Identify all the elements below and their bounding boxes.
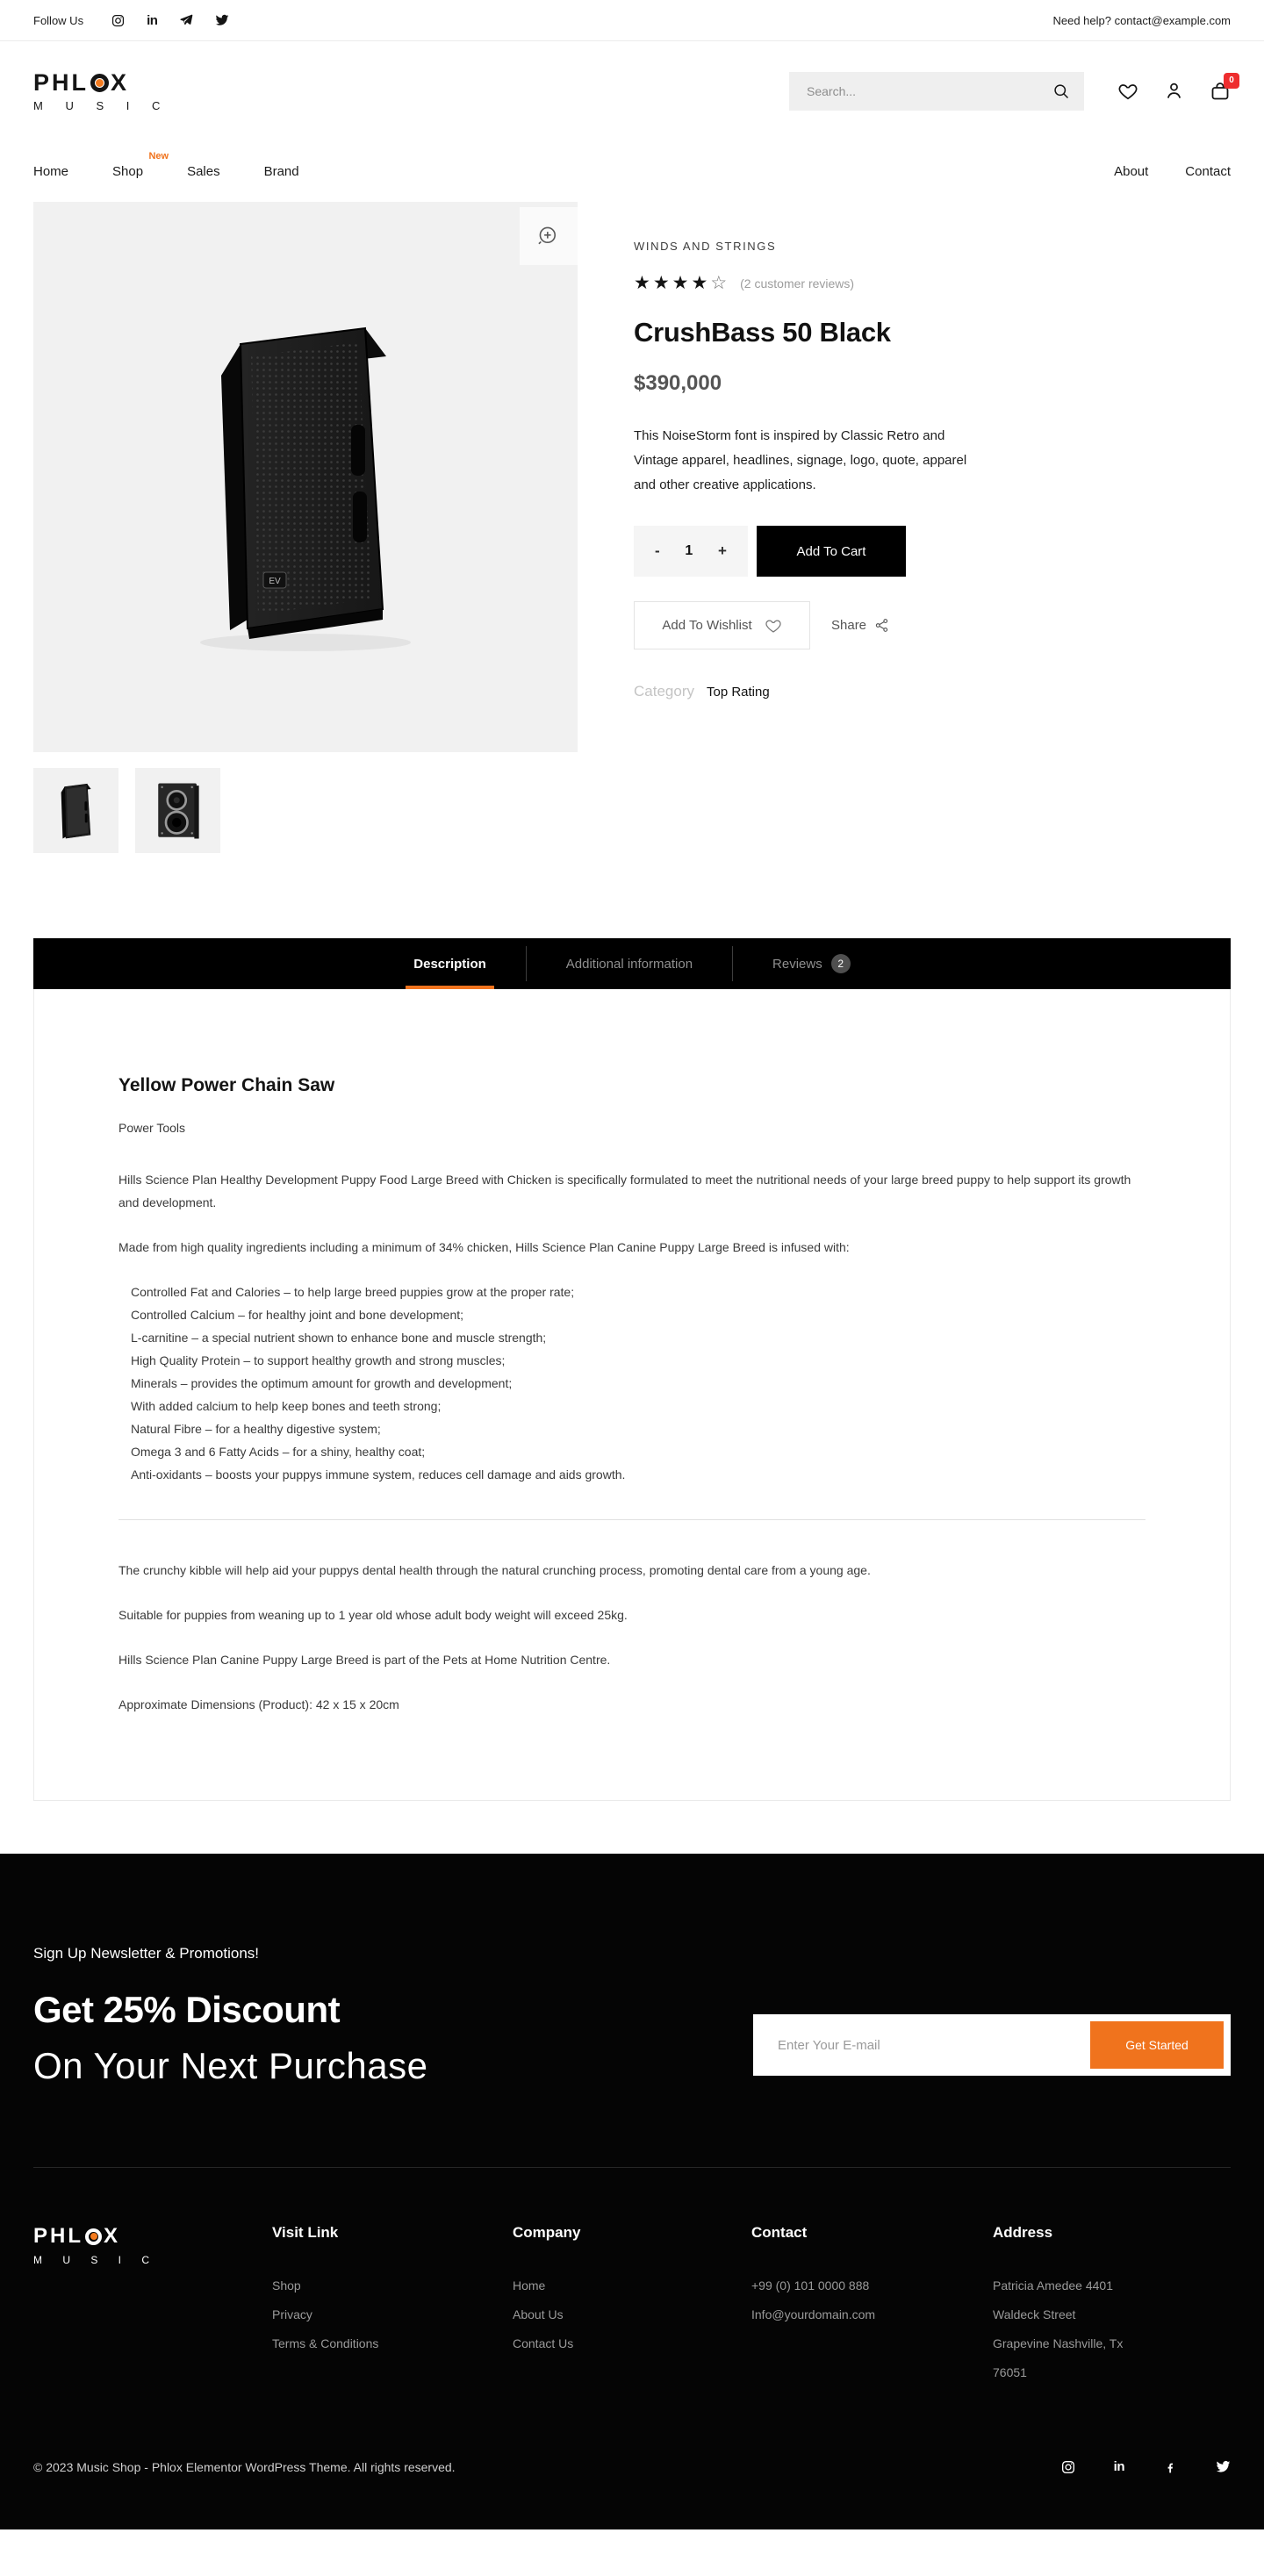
description-heading: Yellow Power Chain Saw bbox=[118, 1075, 335, 1095]
category-value[interactable]: Top Rating bbox=[706, 685, 770, 700]
footer-column-title: Company bbox=[513, 2224, 581, 2241]
footer-column-contact bbox=[751, 2224, 993, 2393]
description-panel bbox=[33, 989, 1231, 1801]
feature-list-item: Natural Fibre – for a healthy digestive system; bbox=[131, 1422, 381, 1436]
footer-columns bbox=[33, 2168, 1231, 2393]
nav-item-contact[interactable]: Contact bbox=[1185, 163, 1231, 179]
footer-address-line: Grapevine Nashville, Tx bbox=[993, 2336, 1124, 2350]
search-box bbox=[789, 72, 1084, 111]
description-subheading: Power Tools bbox=[118, 1121, 186, 1135]
footer-column-address bbox=[993, 2224, 1231, 2393]
description-paragraph-4: Suitable for puppies from weaning up to 1 year old whose adult body weight will exceed 25kg. bbox=[118, 1608, 628, 1622]
nav-item-sales[interactable]: Sales bbox=[187, 163, 220, 179]
feature-list-item: Anti-oxidants – boosts your puppys immune system, reduces cell damage and aids growth. bbox=[131, 1467, 626, 1482]
product-title: CrushBass 50 Black bbox=[634, 317, 891, 348]
footer-logo-o-ring bbox=[85, 2228, 102, 2245]
feature-list-item: Omega 3 and 6 Fatty Acids – for a shiny, healthy coat; bbox=[131, 1445, 426, 1459]
topbar-socials bbox=[111, 13, 229, 27]
product-section bbox=[0, 202, 1264, 853]
footer-email[interactable]: Info@yourdomain.com bbox=[751, 2307, 876, 2321]
cart-count-badge: 0 bbox=[1224, 73, 1239, 89]
product-gallery bbox=[33, 202, 578, 853]
footer-bottom bbox=[33, 2459, 1231, 2474]
linkedin-icon[interactable]: in bbox=[1113, 2459, 1124, 2474]
footer-column-company bbox=[513, 2224, 751, 2393]
footer-link-contact-us[interactable]: Contact Us bbox=[513, 2336, 574, 2350]
footer-logo[interactable] bbox=[33, 2224, 272, 2393]
product-main-image bbox=[33, 202, 578, 752]
description-paragraph-1: Hills Science Plan Healthy Development Puppy Food Large Breed with Chicken is specifically formulated to meet the nutritional needs of your large breed puppy to help support its growth and development. bbox=[118, 1173, 1131, 1209]
image-zoom-button[interactable] bbox=[520, 207, 578, 265]
magnify-plus-icon bbox=[536, 224, 561, 248]
description-paragraph-3: The crunchy kibble will help aid your puppys dental health through the natural crunching process, promoting dental care from a young age. bbox=[118, 1563, 871, 1577]
logo-o-ring bbox=[90, 74, 109, 92]
copyright-text: © 2023 Music Shop - Phlox Elementor WordPress Theme. All rights reserved. bbox=[33, 2459, 456, 2474]
twitter-icon[interactable] bbox=[215, 13, 229, 27]
footer-link-terms[interactable]: Terms & Conditions bbox=[272, 2336, 379, 2350]
speaker-image bbox=[156, 293, 455, 662]
feature-list-item: High Quality Protein – to support healthy growth and strong muscles; bbox=[131, 1353, 506, 1367]
newsletter-section bbox=[33, 1854, 1231, 2087]
footer-column-title: Contact bbox=[751, 2224, 808, 2241]
share-icon bbox=[874, 618, 889, 633]
nav-left bbox=[33, 150, 299, 179]
footer-address-line: Patricia Amedee 4401 bbox=[993, 2278, 1113, 2293]
review-count[interactable]: (2 customer reviews) bbox=[740, 276, 855, 291]
feature-list-item: Minerals – provides the optimum amount for growth and development; bbox=[131, 1376, 513, 1390]
footer-address-line: Waldeck Street bbox=[993, 2307, 1076, 2321]
product-price: $390,000 bbox=[634, 371, 722, 395]
feature-list-item: Controlled Calcium – for healthy joint and bone development; bbox=[131, 1308, 464, 1322]
logo[interactable] bbox=[33, 68, 170, 112]
newsletter-headline-2: On Your Next Purchase bbox=[33, 2045, 428, 2086]
main-nav bbox=[0, 140, 1264, 202]
content-divider bbox=[118, 1519, 1146, 1520]
description-paragraph-2: Made from high quality ingredients including a minimum of 34% chicken, Hills Science Plan Canine Puppy Large Breed is infused with: bbox=[118, 1240, 850, 1254]
nav-right bbox=[1114, 164, 1231, 179]
product-category-label: WINDS AND STRINGS bbox=[634, 240, 777, 253]
linkedin-icon[interactable]: in bbox=[147, 12, 158, 28]
nav-item-shop[interactable]: Shop New bbox=[112, 150, 169, 179]
logo-wordmark: PHL X bbox=[33, 68, 130, 96]
newsletter-form bbox=[753, 2014, 1231, 2076]
product-info bbox=[634, 202, 1231, 853]
wishlist-heart-icon[interactable] bbox=[1117, 81, 1138, 102]
share-button[interactable]: Share bbox=[831, 618, 889, 633]
new-badge: New bbox=[148, 150, 169, 161]
thumbnail-speaker-1[interactable] bbox=[33, 768, 118, 853]
rating-stars: ★★★★☆ bbox=[634, 273, 730, 293]
instagram-icon[interactable] bbox=[1061, 2460, 1075, 2474]
product-tabs-bar bbox=[33, 938, 1231, 989]
category-row bbox=[634, 683, 1231, 700]
logo-subtitle: M U S I C bbox=[33, 98, 170, 112]
nav-item-brand[interactable]: Brand bbox=[263, 163, 299, 179]
footer-link-privacy[interactable]: Privacy bbox=[272, 2307, 312, 2321]
add-to-cart-button[interactable]: Add To Cart bbox=[757, 526, 906, 577]
qty-increase-button[interactable]: + bbox=[718, 542, 727, 559]
search-input[interactable] bbox=[807, 84, 1052, 98]
follow-us-label: Follow Us bbox=[33, 13, 84, 27]
feature-list-item: With added calcium to help keep bones and teeth strong; bbox=[131, 1399, 442, 1413]
footer-link-shop[interactable]: Shop bbox=[272, 2278, 301, 2293]
nav-item-home[interactable]: Home bbox=[33, 163, 69, 179]
product-description: This NoiseStorm font is inspired by Classic Retro and Vintage apparel, headlines, signage, logo, quote, apparel and other creative applications. bbox=[634, 428, 967, 492]
reviews-count-badge: 2 bbox=[831, 954, 851, 973]
footer-address-line: 76051 bbox=[993, 2365, 1027, 2379]
topbar bbox=[0, 0, 1264, 41]
thumbnail-list bbox=[33, 768, 578, 853]
footer-column-title: Address bbox=[993, 2224, 1053, 2241]
footer-column-title: Visit Link bbox=[272, 2224, 339, 2241]
description-paragraph-5: Hills Science Plan Canine Puppy Large Breed is part of the Pets at Home Nutrition Centre. bbox=[118, 1653, 611, 1667]
search-icon[interactable] bbox=[1052, 83, 1070, 100]
rating-row bbox=[634, 274, 1231, 292]
tab-description[interactable]: Description bbox=[374, 938, 526, 989]
newsletter-text bbox=[33, 1945, 427, 2087]
help-contact-text[interactable]: Need help? contact@example.com bbox=[1052, 13, 1231, 27]
newsletter-headline-1: Get 25% Discount bbox=[33, 1989, 341, 2030]
footer-logo-orange-dot bbox=[90, 2233, 97, 2240]
footer-logo-subtitle: M U S I C bbox=[33, 2254, 159, 2266]
email-input[interactable] bbox=[778, 2038, 1090, 2053]
account-icon[interactable] bbox=[1164, 81, 1184, 101]
footer-logo-wordmark: PHL X bbox=[33, 2224, 121, 2248]
footer-phone[interactable]: +99 (0) 101 0000 888 bbox=[751, 2278, 870, 2293]
instagram-icon[interactable] bbox=[111, 14, 125, 27]
footer-socials bbox=[1061, 2459, 1231, 2474]
qty-decrease-button[interactable]: - bbox=[655, 542, 660, 559]
tab-reviews[interactable]: Reviews 2 bbox=[733, 938, 890, 989]
dark-footer-section bbox=[0, 1854, 1264, 2529]
newsletter-eyebrow: Sign Up Newsletter & Promotions! bbox=[33, 1945, 259, 1962]
facebook-icon[interactable] bbox=[1163, 2460, 1177, 2474]
footer-link-home[interactable]: Home bbox=[513, 2278, 546, 2293]
header-icons bbox=[1117, 75, 1234, 102]
description-paragraph-6: Approximate Dimensions (Product): 42 x 15 x 20cm bbox=[118, 1697, 399, 1711]
telegram-icon[interactable] bbox=[179, 13, 193, 27]
nav-item-about[interactable]: About bbox=[1114, 163, 1149, 179]
tab-additional-information[interactable]: Additional information bbox=[565, 956, 693, 972]
cart-icon[interactable] bbox=[1210, 75, 1234, 102]
quantity-stepper bbox=[634, 526, 748, 577]
svg-text:EV: EV bbox=[269, 576, 281, 586]
twitter-icon[interactable] bbox=[1216, 2459, 1231, 2474]
footer-column-visit-link bbox=[272, 2224, 513, 2393]
header bbox=[0, 41, 1264, 140]
qty-value: 1 bbox=[685, 543, 693, 558]
feature-list-item: L-carnitine – a special nutrient shown to enhance bone and muscle strength; bbox=[131, 1331, 547, 1345]
thumbnail-speaker-2[interactable] bbox=[135, 768, 220, 853]
buy-row bbox=[634, 526, 1231, 577]
category-key: Category bbox=[634, 683, 694, 700]
feature-list-item: Controlled Fat and Calories – to help large breed puppies grow at the proper rate; bbox=[131, 1285, 575, 1299]
get-started-button[interactable]: Get Started bbox=[1090, 2021, 1224, 2069]
add-to-wishlist-button[interactable]: Add To Wishlist bbox=[634, 601, 810, 649]
logo-orange-dot bbox=[96, 79, 104, 87]
heart-icon bbox=[765, 617, 782, 635]
wishlist-row bbox=[634, 601, 1231, 649]
feature-list bbox=[118, 1281, 1146, 1486]
footer-link-about-us[interactable]: About Us bbox=[513, 2307, 564, 2321]
